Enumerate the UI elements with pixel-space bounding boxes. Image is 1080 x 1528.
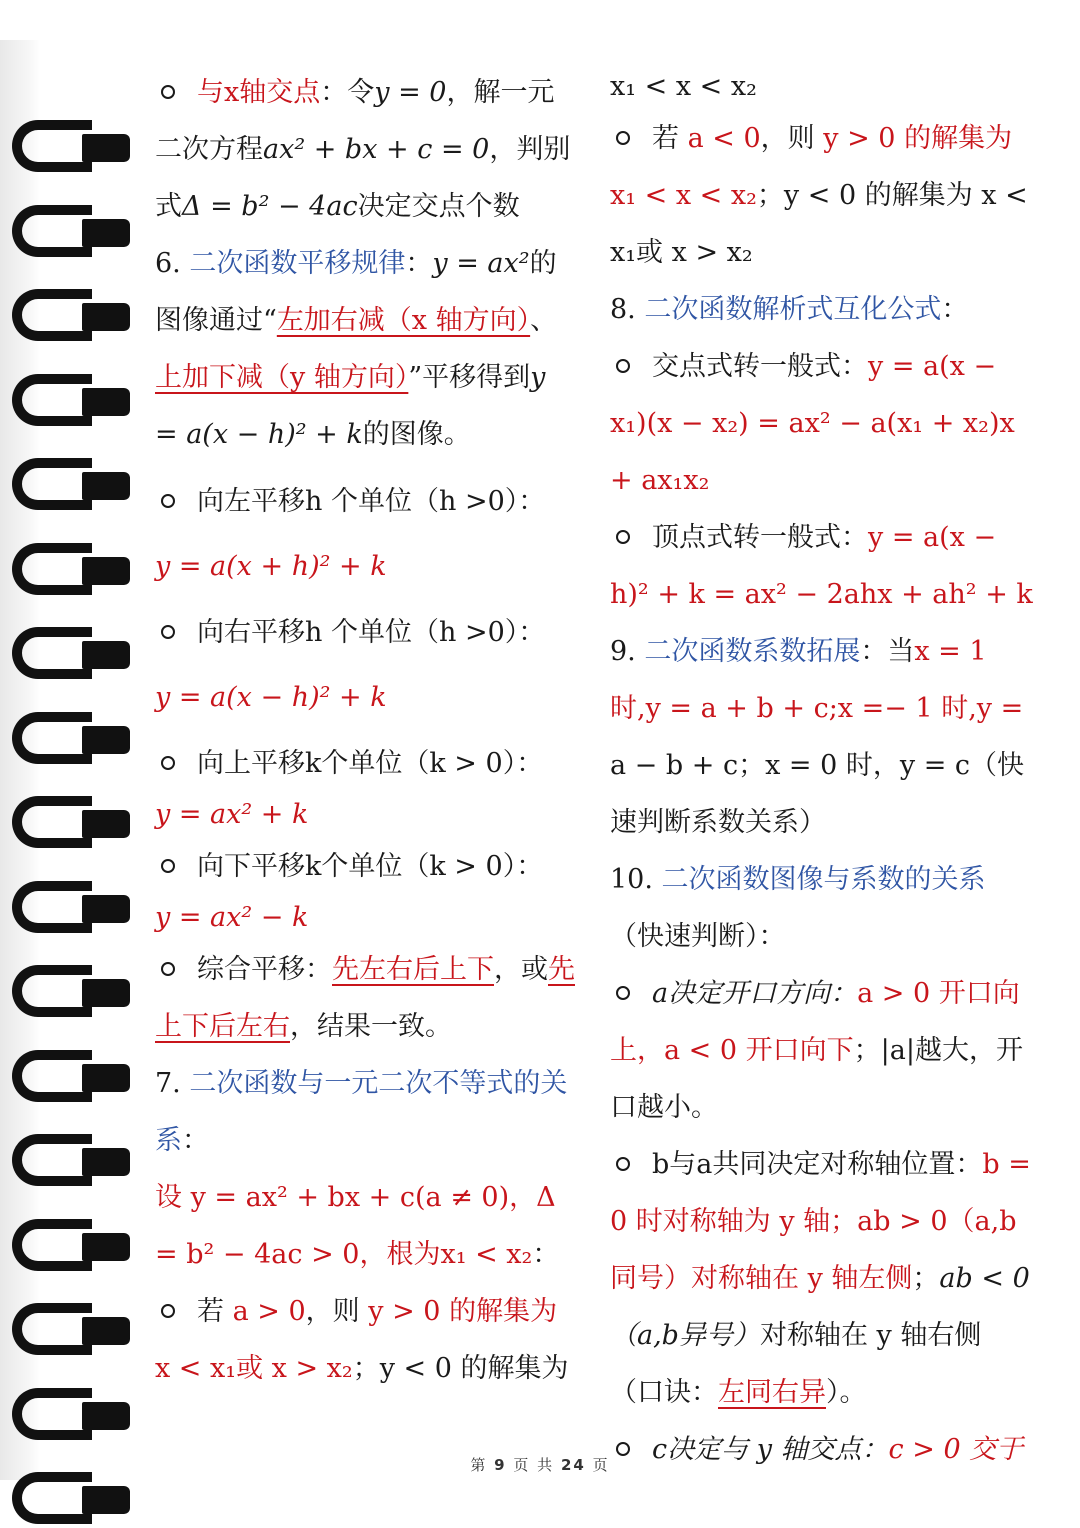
page-total: 24 [560,1456,586,1474]
section-8-heading: 8. 二次函数解析式互化公式： [610,294,969,325]
bullet-shift-right: 向右平移h 个单位（h >0）： [155,604,575,661]
bullet-icon [161,494,175,508]
spiral-ring [12,1134,130,1190]
spiral-ring [12,881,130,937]
bullet-icon [616,131,630,145]
bullet-c-intercept: c决定与 y 轴交点：c > 0 交于 [610,1421,1035,1478]
bullet-icon [161,625,175,639]
spiral-ring [12,1050,130,1106]
spiral-ring [12,374,130,430]
bullet-icon [161,85,175,99]
spiral-ring [12,1388,130,1444]
section-6-heading: 6. 二次函数平移规律：y = ax²的图像通过“左加右减（x 轴方向）、上加下减（y 轴方向）”平移得到y = a(x − h)² + k的图像。 [155,248,558,450]
spiral-ring [12,796,130,852]
spiral-ring [12,1303,130,1359]
bullet-icon [616,986,630,1000]
bullet-icon [616,530,630,544]
bullet-icon [161,859,175,873]
bullet-vertex-to-general: 顶点式转一般式：y = a(x − h)² + k = ax² − 2ahx + ah² + k [610,522,1033,610]
bullet-icon [616,1157,630,1171]
bullet-b-axis: b与a共同决定对称轴位置：b = 0 时对称轴为 y 轴；ab > 0（a,b同号）对称轴在 y 轴左侧；ab < 0（a,b异号）对称轴在 y 轴右侧（口诀：左同右异）。 [610,1149,1031,1408]
spiral-ring [12,543,130,599]
formula-shift-left: y = a(x + h)² + k [155,551,387,582]
formula-shift-up: y = ax² + k [155,799,309,830]
section-9-heading: 9. 二次函数系数拓展：当x = 1 时,y = a + b + c;x =− 1 时,y = a − b + c；x = 0 时，y = c（快速判断系数关系） [610,636,1025,838]
section-7-premise: 设 y = ax² + bx + c(a ≠ 0)，Δ = b² − 4ac > 0，根为x₁ < x₂： [155,1182,560,1270]
spiral-ring [12,627,130,683]
bullet-x-axis-intersection: 与x轴交点：令y = 0，解一元二次方程ax² + bx + c = 0，判别式Δ = b² − 4ac决定交点个数 [155,77,571,222]
bullet-icon [616,359,630,373]
spiral-ring [12,289,130,345]
bullet-shift-up: 向上平移k个单位（k > 0）： [155,735,575,792]
notebook-spiral-binding [0,40,140,1480]
spiral-ring [12,205,130,261]
spiral-ring [12,120,130,176]
bullet-combined-shift: 综合平移：先左右后上下，或先上下后左右，结果一致。 [155,954,575,1042]
continued-solution-set: x₁ < x < x₂ [610,71,757,102]
bullet-a-negative: 若 a < 0，则 y > 0 的解集为 x₁ < x < x₂；y < 0 的解集为 x < x₁或 x > x₂ [610,123,1028,268]
bullet-icon [161,962,175,976]
spiral-ring [12,965,130,1021]
page-number: 9 [494,1456,507,1474]
spiral-ring [12,712,130,768]
spiral-ring [12,1219,130,1275]
section-10-heading: 10. 二次函数图像与系数的关系（快速判断）： [610,864,986,952]
bullet-a-opening: a决定开口方向：a > 0 开口向上，a < 0 开口向下；|a|越大，开口越小。 [610,978,1023,1123]
bullet-shift-down: 向下平移k个单位（k > 0）： [155,838,575,895]
spiral-ring [12,458,130,514]
spiral-ring [12,1472,130,1528]
bullet-intersection-to-general: 交点式转一般式：y = a(x − x₁)(x − x₂) = ax² − a(x₁ + x₂)x + ax₁x₂ [610,351,1015,496]
formula-shift-down: y = ax² − k [155,902,309,933]
left-column [155,64,575,1397]
bullet-a-positive: 若 a > 0，则 y > 0 的解集为 x < x₁或 x > x₂；y < 0 的解集为 [155,1296,569,1384]
bullet-icon [161,1304,175,1318]
bullet-shift-left: 向左平移h 个单位（h >0）： [155,473,575,530]
section-7-heading: 7. 二次函数与一元二次不等式的关系： [155,1068,568,1156]
page-footer: 第 9 页 共 24 页 [470,1456,610,1474]
formula-shift-right: y = a(x − h)² + k [155,682,387,713]
right-column [610,64,1035,1478]
bullet-icon [161,756,175,770]
